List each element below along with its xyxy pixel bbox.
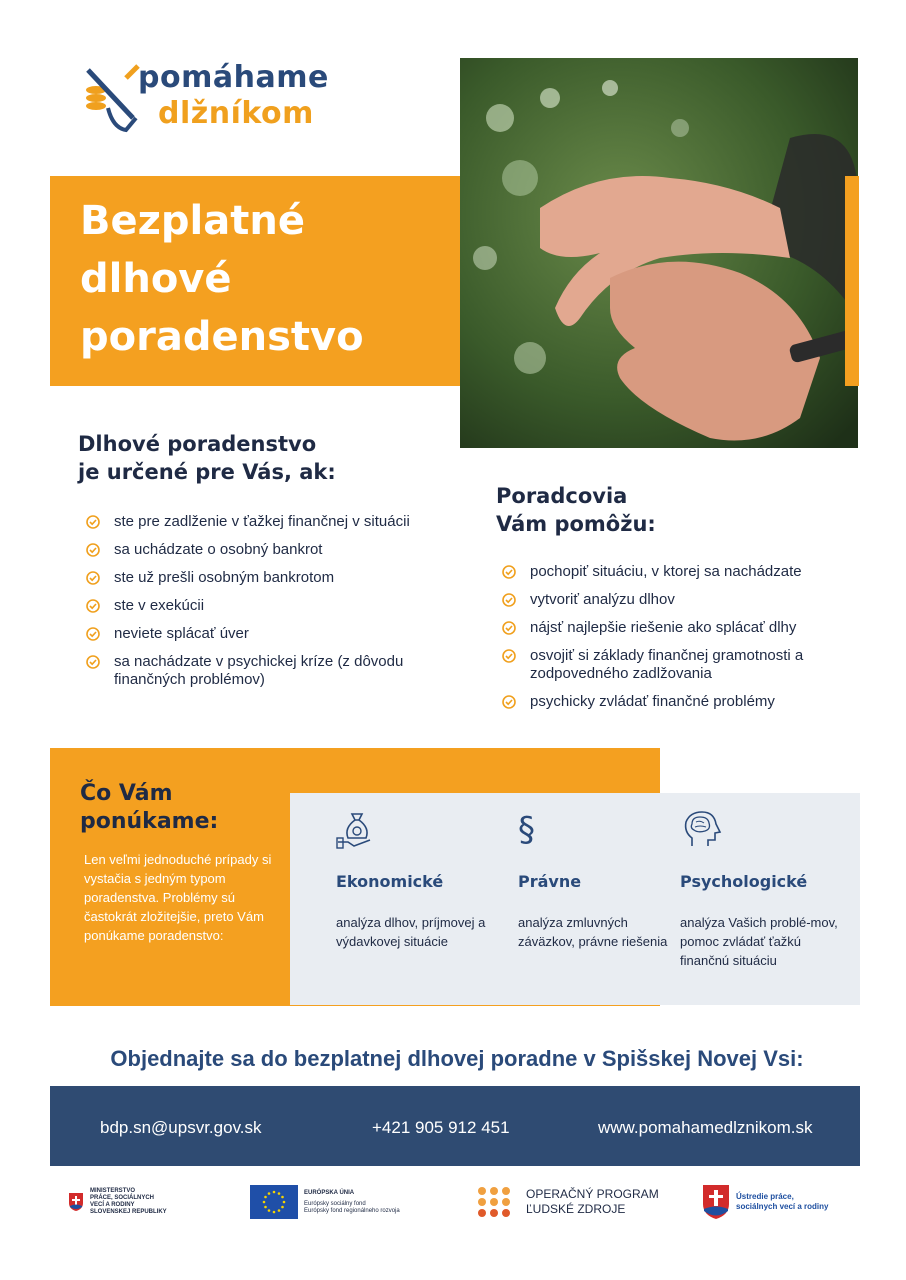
op-logo xyxy=(476,1180,659,1224)
left-heading xyxy=(78,430,458,486)
paragraph-icon: § xyxy=(518,810,535,850)
service-title: Psychologické xyxy=(680,872,808,891)
service-icon-wrap xyxy=(518,808,678,858)
list-item-text: pochopiť situáciu, v ktorej sa nachádzate xyxy=(530,563,802,580)
service-text: analýza zmluvných záväzkov, právne riešenia xyxy=(518,915,668,949)
footer-text: SLOVENSKEJ REPUBLIKY xyxy=(90,1209,167,1215)
list-item-text: sa uchádzate o osobný bankrot xyxy=(114,541,323,558)
footer-text: OPERAČNÝ PROGRAM xyxy=(526,1187,659,1201)
footer-text: Európsky fond regionálneho rozvoja xyxy=(304,1207,400,1214)
footer-text: PRÁCE, SOCIÁLNYCH xyxy=(90,1195,155,1201)
footer-text: Európsky sociálny fond xyxy=(304,1200,366,1207)
left-heading-line: je určené pre Vás, ak: xyxy=(78,460,336,484)
upsvr-shield-icon xyxy=(702,1184,730,1220)
list-item xyxy=(498,693,868,711)
footer-text: VECÍ A RODINY xyxy=(90,1202,135,1208)
email-link[interactable]: bdp.sn@upsvr.gov.sk xyxy=(100,1118,262,1137)
list-item-text: osvojiť si základy finančnej gramotnosti a zodpovedného zadlžovania xyxy=(530,647,804,682)
offer-title-line: ponúkame: xyxy=(80,809,219,834)
hands-photo xyxy=(460,58,858,448)
offer-title-line: Čo Vám xyxy=(80,781,173,806)
right-heading-line: Poradcovia xyxy=(496,484,628,508)
list-item xyxy=(82,513,452,531)
list-item-text: vytvoriť analýzu dlhov xyxy=(530,591,675,608)
head-brain-icon xyxy=(680,808,722,850)
eligibility-list xyxy=(82,513,452,699)
list-item-text: ste v exekúcii xyxy=(114,597,205,614)
list-item xyxy=(82,597,452,615)
list-item-text: ste už prešli osobným bankrotom xyxy=(114,569,335,586)
help-list xyxy=(498,563,868,721)
list-item xyxy=(498,563,868,581)
list-item xyxy=(82,653,452,689)
ministry-logo xyxy=(68,1180,167,1224)
orange-accent-strip xyxy=(845,176,859,386)
money-bag-hand-icon xyxy=(336,808,378,850)
check-circle-icon xyxy=(502,621,516,635)
website-link[interactable]: www.pomahamedlznikom.sk xyxy=(598,1118,813,1137)
service-text: analýza dlhov, príjmovej a výdavkovej situácie xyxy=(336,915,486,949)
footer-text: sociálnych vecí a rodiny xyxy=(736,1202,829,1211)
eu-logo xyxy=(250,1180,400,1224)
upsvr-text xyxy=(736,1192,828,1212)
footer-text: MINISTERSTVO xyxy=(90,1188,136,1194)
left-heading-line: Dlhové poradenstvo xyxy=(78,432,317,456)
slovak-coat-of-arms-icon xyxy=(68,1192,84,1212)
hero-banner xyxy=(50,176,460,386)
logo-line-1: pomáhame xyxy=(138,60,329,95)
footer-text: EURÓPSKA ÚNIA xyxy=(304,1189,355,1196)
footer-text: ĽUDSKÉ ZDROJE xyxy=(526,1202,626,1216)
check-circle-icon xyxy=(86,627,100,641)
hero-title-line: dlhové xyxy=(80,256,232,302)
list-item xyxy=(82,541,452,559)
list-item xyxy=(498,619,868,637)
check-circle-icon xyxy=(86,571,100,585)
list-item xyxy=(82,569,452,587)
upsvr-logo xyxy=(702,1180,828,1224)
eu-flag-icon xyxy=(250,1185,298,1219)
service-psychological xyxy=(680,808,840,970)
op-dots-icon xyxy=(476,1185,514,1219)
list-item-text: nájsť najlepšie riešenie ako splácať dlhy xyxy=(530,619,797,636)
eu-text xyxy=(304,1190,400,1215)
list-item xyxy=(82,625,452,643)
service-text: analýza Vašich problé-mov, pomoc zvládať ťažkú finančnú situáciu xyxy=(680,915,838,968)
service-icon-wrap xyxy=(336,808,496,858)
service-legal xyxy=(518,808,678,951)
offer-description: Len veľmi jednoduché prípady si vystačia s jedným typom poradenstva. Problémy sú častokrát zložitejšie, preto Vám ponúkame poradenstvo: xyxy=(84,852,272,943)
right-heading xyxy=(496,482,856,538)
contact-bar xyxy=(50,1086,860,1166)
hero-title-line: poradenstvo xyxy=(80,314,364,360)
cta-heading: Objednajte sa do bezplatnej dlhovej poradne v Spišskej Novej Vsi: xyxy=(110,1046,804,1071)
service-title: Ekonomické xyxy=(336,872,444,891)
check-circle-icon xyxy=(86,599,100,613)
list-item xyxy=(498,591,868,609)
right-heading-line: Vám pomôžu: xyxy=(496,512,656,536)
list-item-text: neviete splácať úver xyxy=(114,625,249,642)
service-economic xyxy=(336,808,496,951)
list-item-text: sa nachádzate v psychickej kríze (z dôvodu finančných problémov) xyxy=(114,653,404,688)
check-circle-icon xyxy=(86,655,100,669)
offer-title xyxy=(80,780,280,836)
check-circle-icon xyxy=(502,649,516,663)
list-item xyxy=(498,647,820,683)
check-circle-icon xyxy=(86,515,100,529)
brand-logo xyxy=(78,58,338,138)
phone-link[interactable]: +421 905 912 451 xyxy=(372,1118,510,1137)
check-circle-icon xyxy=(502,695,516,709)
service-icon-wrap xyxy=(680,808,840,858)
hero-title xyxy=(80,192,460,366)
list-item-text: psychicky zvládať finančné problémy xyxy=(530,693,775,710)
list-item-text: ste pre zadlženie v ťažkej finančnej v situácii xyxy=(114,513,410,530)
logo-line-2: dlžníkom xyxy=(158,96,314,131)
hero-title-line: Bezplatné xyxy=(80,198,305,244)
footer-text: Ústredie práce, xyxy=(736,1192,794,1201)
ministry-text xyxy=(90,1188,167,1216)
check-circle-icon xyxy=(86,543,100,557)
check-circle-icon xyxy=(502,593,516,607)
check-circle-icon xyxy=(502,565,516,579)
service-title: Právne xyxy=(518,872,582,891)
op-text xyxy=(526,1187,659,1217)
